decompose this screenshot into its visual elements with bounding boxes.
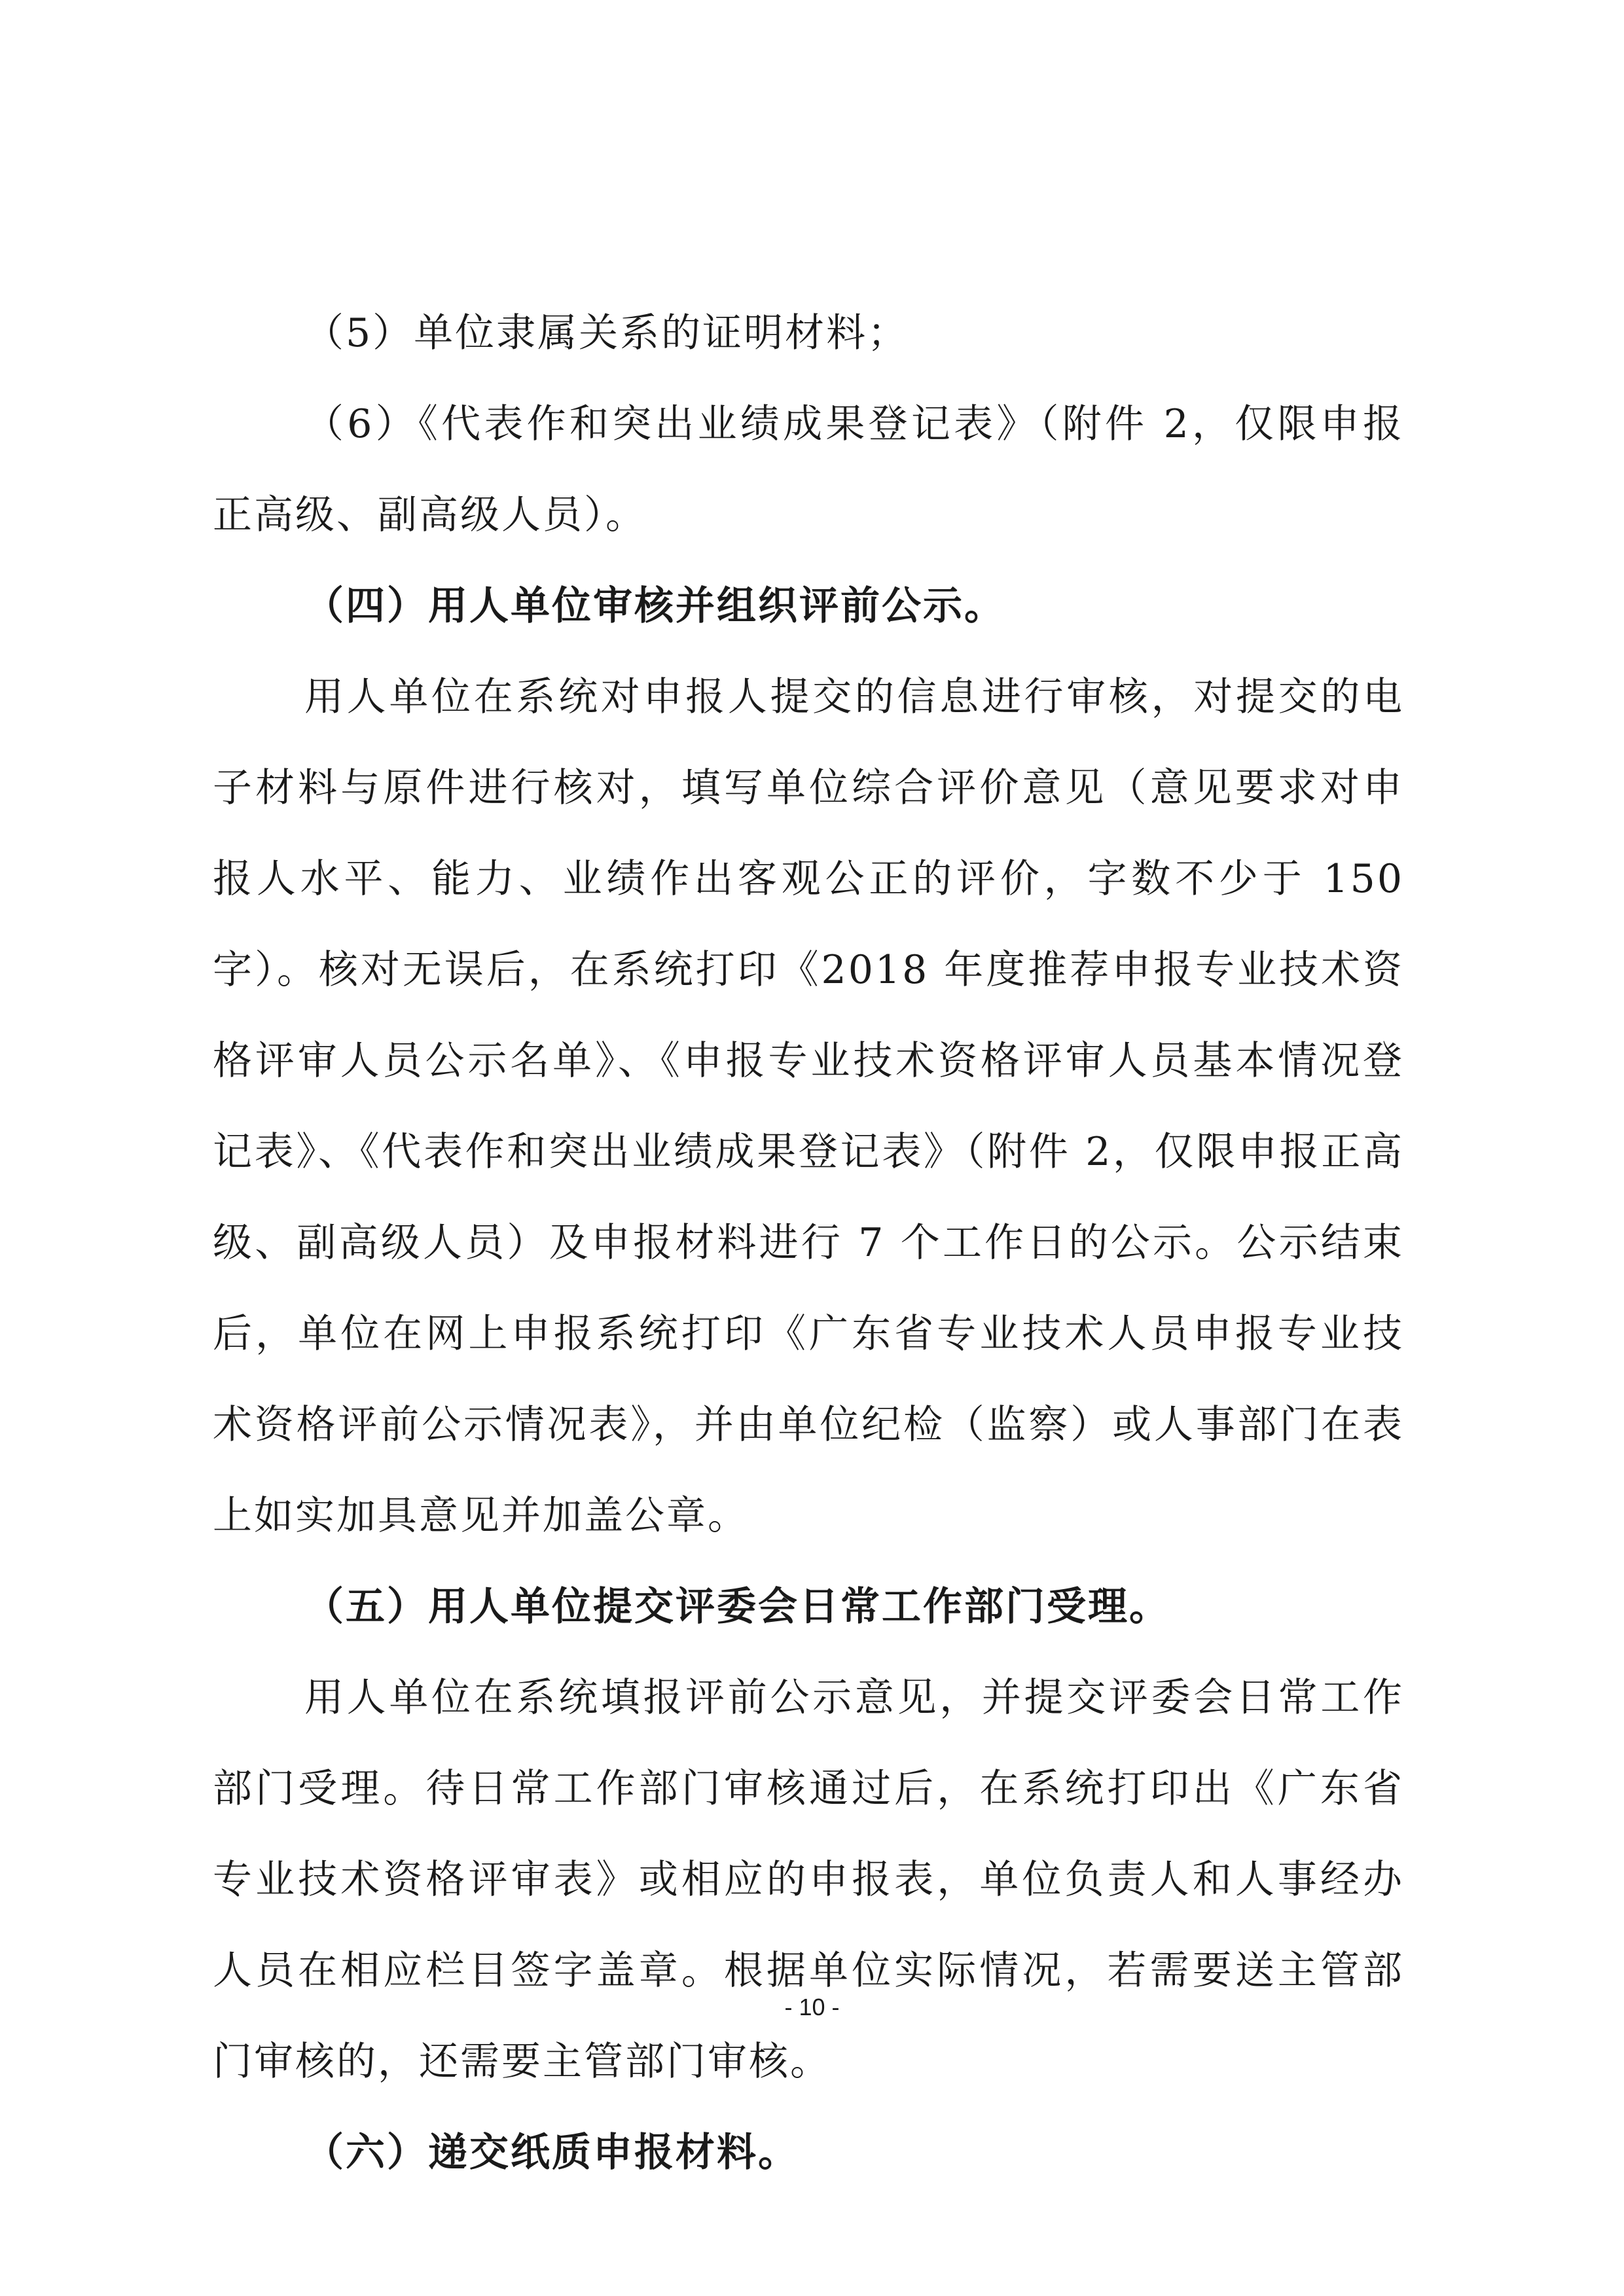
list-item-6: （6）《代表作和突出业绩成果登记表》（附件 2，仅限申报正高级、副高级人员）。 xyxy=(213,401,1404,538)
section-heading-4: （四）用人单位审核并组织评前公示。 xyxy=(304,583,1005,629)
page-number: - 10 - xyxy=(784,1994,840,2020)
section-body-5: 用人单位在系统填报评前公示意见，并提交评委会日常工作部门受理。待日常工作部门审核通过后，在系统打印出《广东省专业技术资格评审表》或相应的申报表，单位负责人和人事经办人员在相应栏目签字盖章。根据单位实际情况，若需要送主管部门审核的，还需要主管部门审核。 xyxy=(213,1675,1404,2085)
document-body xyxy=(213,288,1404,2198)
section-heading-5: （五）用人单位提交评委会日常工作部门受理。 xyxy=(304,1584,1170,1630)
list-item-5: （5）单位隶属关系的证明材料； xyxy=(304,310,909,356)
section-body-4: 用人单位在系统对申报人提交的信息进行审核，对提交的电子材料与原件进行核对，填写单位综合评价意见（意见要求对申报人水平、能力、业绩作出客观公正的评价，字数不少于 150 字）。核对无误后，在系统打印《2018 年度推荐申报专业技术资格评审人员公示名单》、《申报专业技术资格评审人员基本情况登记表》、《代表作和突出业绩成果登记表》（附件 2，仅限申报正高级、副高级人员）及申报材料进行 7 个工作日的公示。公示结束后，单位在网上申报系统打印《广东省专业技术人员申报专业技术资格评前公示情况表》，并由单位纪检（监察）或人事部门在表上如实加具意见并加盖公章。 xyxy=(213,674,1404,1539)
section-heading-6: （六）递交纸质申报材料。 xyxy=(304,2130,799,2176)
